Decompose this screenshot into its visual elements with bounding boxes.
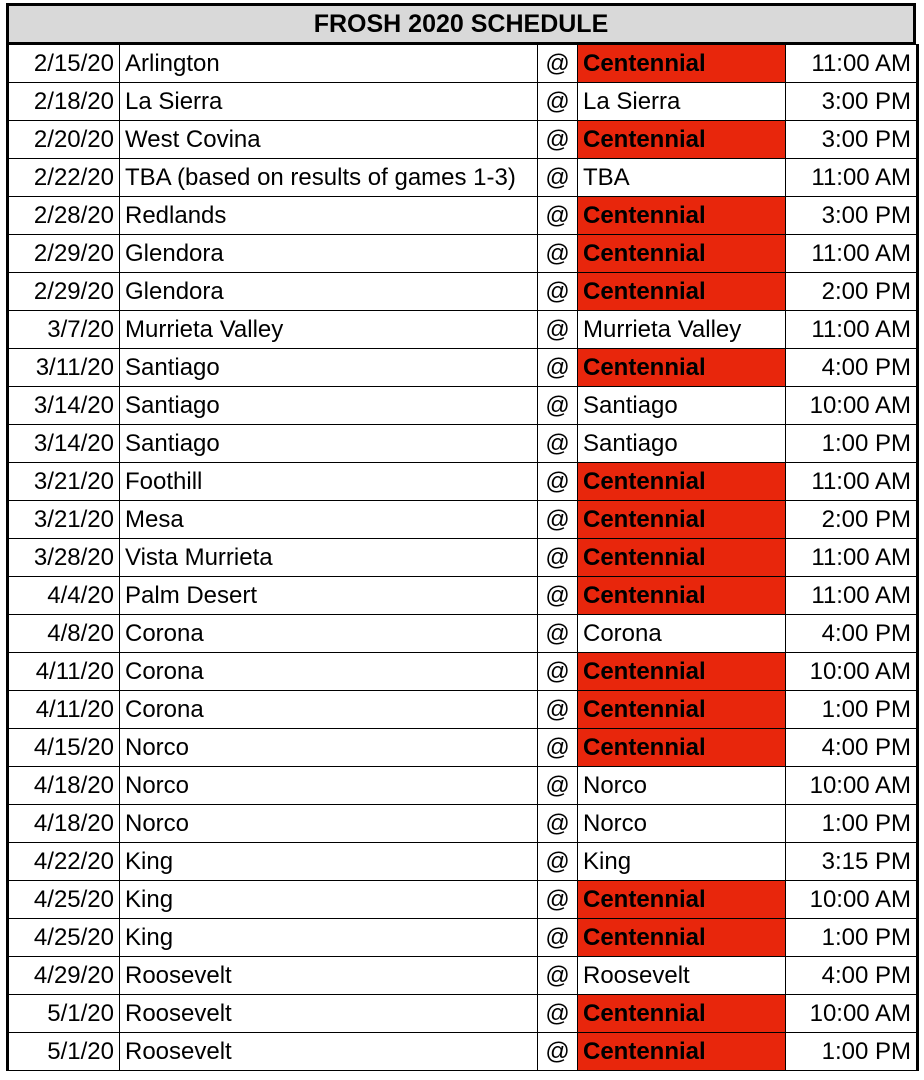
location-cell: King: [578, 843, 786, 881]
game-date-cell: 3/7/20: [8, 311, 120, 349]
location-cell: Centennial: [578, 45, 786, 83]
game-date-cell: 2/28/20: [8, 197, 120, 235]
table-row: [8, 45, 918, 83]
location-cell: Centennial: [578, 691, 786, 729]
table-row: [8, 349, 918, 387]
opponent-cell: Corona: [120, 653, 538, 691]
game-time-cell: 11:00 AM: [786, 45, 918, 83]
at-symbol-cell: @: [538, 919, 578, 957]
game-date-cell: 2/29/20: [8, 273, 120, 311]
game-date-cell: 3/21/20: [8, 463, 120, 501]
location-cell: Centennial: [578, 881, 786, 919]
opponent-cell: Foothill: [120, 463, 538, 501]
opponent-cell: Vista Murrieta: [120, 539, 538, 577]
at-symbol-cell: @: [538, 957, 578, 995]
game-time-cell: 11:00 AM: [786, 539, 918, 577]
game-time-cell: 11:00 AM: [786, 577, 918, 615]
game-date-cell: 4/25/20: [8, 919, 120, 957]
schedule-title: FROSH 2020 SCHEDULE: [6, 3, 916, 44]
opponent-cell: Redlands: [120, 197, 538, 235]
at-symbol-cell: @: [538, 349, 578, 387]
table-row: [8, 539, 918, 577]
game-time-cell: 3:00 PM: [786, 121, 918, 159]
at-symbol-cell: @: [538, 197, 578, 235]
location-cell: Centennial: [578, 653, 786, 691]
game-date-cell: 4/8/20: [8, 615, 120, 653]
opponent-cell: Norco: [120, 767, 538, 805]
game-time-cell: 10:00 AM: [786, 995, 918, 1033]
game-time-cell: 2:00 PM: [786, 273, 918, 311]
opponent-cell: Glendora: [120, 235, 538, 273]
opponent-cell: Santiago: [120, 349, 538, 387]
at-symbol-cell: @: [538, 121, 578, 159]
table-row: [8, 159, 918, 197]
game-time-cell: 11:00 AM: [786, 311, 918, 349]
table-row: [8, 577, 918, 615]
opponent-cell: Corona: [120, 691, 538, 729]
location-cell: Santiago: [578, 387, 786, 425]
opponent-cell: La Sierra: [120, 83, 538, 121]
game-date-cell: 2/20/20: [8, 121, 120, 159]
game-time-cell: 4:00 PM: [786, 729, 918, 767]
location-cell: Norco: [578, 805, 786, 843]
game-date-cell: 3/14/20: [8, 387, 120, 425]
table-row: [8, 273, 918, 311]
at-symbol-cell: @: [538, 843, 578, 881]
opponent-cell: Roosevelt: [120, 995, 538, 1033]
game-date-cell: 3/14/20: [8, 425, 120, 463]
location-cell: Centennial: [578, 995, 786, 1033]
opponent-cell: Santiago: [120, 387, 538, 425]
game-date-cell: 2/29/20: [8, 235, 120, 273]
opponent-cell: Arlington: [120, 45, 538, 83]
at-symbol-cell: @: [538, 425, 578, 463]
at-symbol-cell: @: [538, 83, 578, 121]
opponent-cell: Mesa: [120, 501, 538, 539]
game-time-cell: 1:00 PM: [786, 425, 918, 463]
location-cell: Roosevelt: [578, 957, 786, 995]
opponent-cell: TBA (based on results of games 1-3): [120, 159, 538, 197]
table-row: [8, 425, 918, 463]
location-cell: Centennial: [578, 1033, 786, 1071]
game-date-cell: 4/22/20: [8, 843, 120, 881]
table-row: [8, 957, 918, 995]
table-row: [8, 311, 918, 349]
table-row: [8, 463, 918, 501]
schedule-table: [6, 44, 919, 1071]
opponent-cell: King: [120, 881, 538, 919]
table-row: [8, 197, 918, 235]
table-row: [8, 1033, 918, 1071]
game-time-cell: 10:00 AM: [786, 653, 918, 691]
opponent-cell: King: [120, 843, 538, 881]
game-time-cell: 1:00 PM: [786, 919, 918, 957]
game-date-cell: 3/11/20: [8, 349, 120, 387]
game-time-cell: 3:15 PM: [786, 843, 918, 881]
location-cell: Centennial: [578, 235, 786, 273]
location-cell: Norco: [578, 767, 786, 805]
game-date-cell: 4/25/20: [8, 881, 120, 919]
game-time-cell: 1:00 PM: [786, 805, 918, 843]
location-cell: Centennial: [578, 919, 786, 957]
at-symbol-cell: @: [538, 881, 578, 919]
at-symbol-cell: @: [538, 767, 578, 805]
game-time-cell: 4:00 PM: [786, 957, 918, 995]
location-cell: Corona: [578, 615, 786, 653]
table-row: [8, 919, 918, 957]
game-time-cell: 1:00 PM: [786, 1033, 918, 1071]
game-date-cell: 4/15/20: [8, 729, 120, 767]
game-time-cell: 10:00 AM: [786, 881, 918, 919]
location-cell: TBA: [578, 159, 786, 197]
opponent-cell: Corona: [120, 615, 538, 653]
game-time-cell: 4:00 PM: [786, 349, 918, 387]
table-row: [8, 121, 918, 159]
at-symbol-cell: @: [538, 995, 578, 1033]
at-symbol-cell: @: [538, 653, 578, 691]
table-row: [8, 729, 918, 767]
location-cell: Santiago: [578, 425, 786, 463]
opponent-cell: Norco: [120, 805, 538, 843]
game-date-cell: 4/18/20: [8, 767, 120, 805]
opponent-cell: Murrieta Valley: [120, 311, 538, 349]
at-symbol-cell: @: [538, 463, 578, 501]
opponent-cell: Roosevelt: [120, 1033, 538, 1071]
game-time-cell: 4:00 PM: [786, 615, 918, 653]
location-cell: Centennial: [578, 729, 786, 767]
location-cell: Centennial: [578, 273, 786, 311]
game-time-cell: 10:00 AM: [786, 767, 918, 805]
at-symbol-cell: @: [538, 691, 578, 729]
at-symbol-cell: @: [538, 805, 578, 843]
location-cell: Centennial: [578, 121, 786, 159]
opponent-cell: Glendora: [120, 273, 538, 311]
at-symbol-cell: @: [538, 501, 578, 539]
table-row: [8, 615, 918, 653]
game-time-cell: 10:00 AM: [786, 387, 918, 425]
at-symbol-cell: @: [538, 577, 578, 615]
game-time-cell: 3:00 PM: [786, 83, 918, 121]
game-date-cell: 4/4/20: [8, 577, 120, 615]
game-time-cell: 11:00 AM: [786, 235, 918, 273]
game-date-cell: 2/15/20: [8, 45, 120, 83]
opponent-cell: Santiago: [120, 425, 538, 463]
schedule-sheet: [6, 3, 916, 1071]
table-row: [8, 805, 918, 843]
at-symbol-cell: @: [538, 235, 578, 273]
at-symbol-cell: @: [538, 45, 578, 83]
table-row: [8, 83, 918, 121]
location-cell: Centennial: [578, 577, 786, 615]
schedule-body: [8, 45, 918, 1071]
location-cell: Centennial: [578, 197, 786, 235]
opponent-cell: King: [120, 919, 538, 957]
game-time-cell: 2:00 PM: [786, 501, 918, 539]
location-cell: Centennial: [578, 349, 786, 387]
table-row: [8, 387, 918, 425]
game-date-cell: 3/28/20: [8, 539, 120, 577]
game-time-cell: 11:00 AM: [786, 463, 918, 501]
table-row: [8, 691, 918, 729]
at-symbol-cell: @: [538, 539, 578, 577]
at-symbol-cell: @: [538, 615, 578, 653]
game-date-cell: 4/29/20: [8, 957, 120, 995]
at-symbol-cell: @: [538, 273, 578, 311]
location-cell: Centennial: [578, 539, 786, 577]
table-row: [8, 767, 918, 805]
game-date-cell: 4/18/20: [8, 805, 120, 843]
table-row: [8, 653, 918, 691]
game-date-cell: 2/18/20: [8, 83, 120, 121]
at-symbol-cell: @: [538, 159, 578, 197]
game-date-cell: 2/22/20: [8, 159, 120, 197]
game-date-cell: 3/21/20: [8, 501, 120, 539]
table-row: [8, 843, 918, 881]
at-symbol-cell: @: [538, 1033, 578, 1071]
opponent-cell: Norco: [120, 729, 538, 767]
game-date-cell: 5/1/20: [8, 1033, 120, 1071]
game-date-cell: 5/1/20: [8, 995, 120, 1033]
table-row: [8, 501, 918, 539]
table-row: [8, 995, 918, 1033]
game-date-cell: 4/11/20: [8, 691, 120, 729]
table-row: [8, 881, 918, 919]
at-symbol-cell: @: [538, 387, 578, 425]
game-time-cell: 1:00 PM: [786, 691, 918, 729]
game-time-cell: 11:00 AM: [786, 159, 918, 197]
table-row: [8, 235, 918, 273]
location-cell: Murrieta Valley: [578, 311, 786, 349]
at-symbol-cell: @: [538, 311, 578, 349]
game-date-cell: 4/11/20: [8, 653, 120, 691]
location-cell: Centennial: [578, 501, 786, 539]
location-cell: La Sierra: [578, 83, 786, 121]
opponent-cell: Roosevelt: [120, 957, 538, 995]
location-cell: Centennial: [578, 463, 786, 501]
at-symbol-cell: @: [538, 729, 578, 767]
opponent-cell: West Covina: [120, 121, 538, 159]
game-time-cell: 3:00 PM: [786, 197, 918, 235]
opponent-cell: Palm Desert: [120, 577, 538, 615]
